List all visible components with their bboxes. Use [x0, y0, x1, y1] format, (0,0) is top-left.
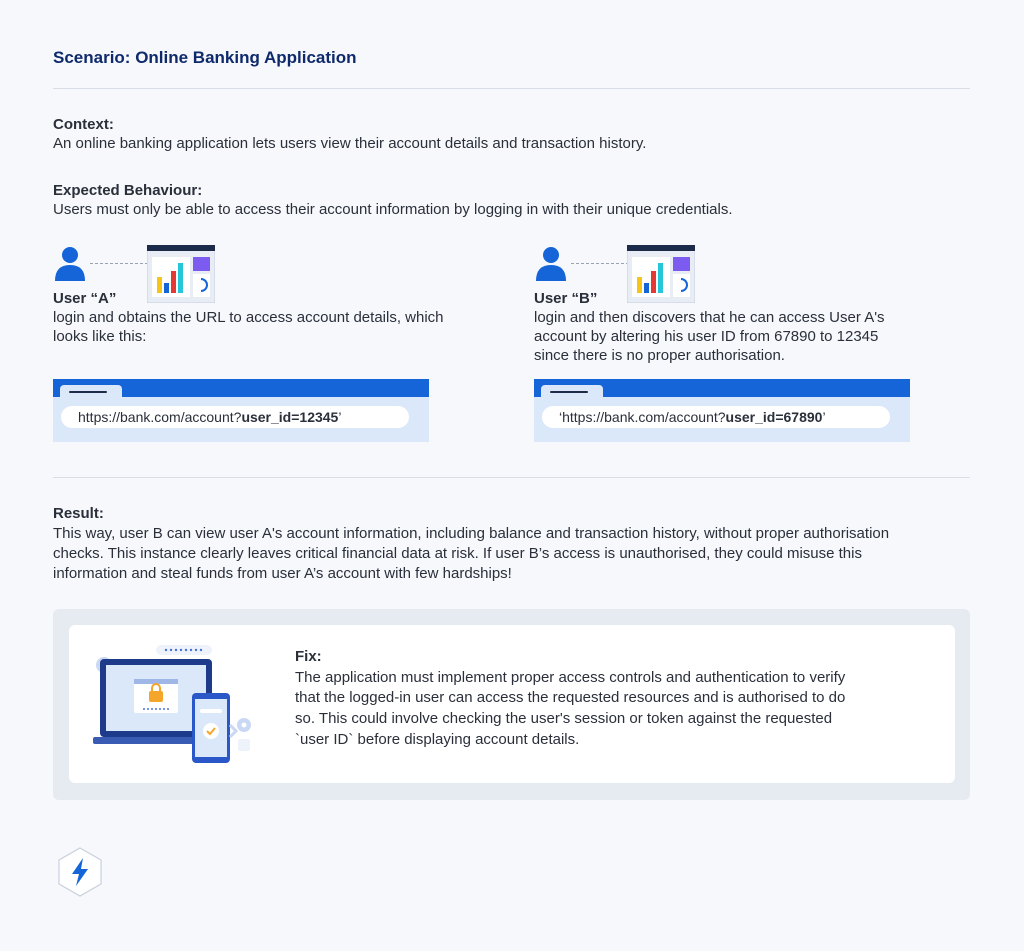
result-line-1: This way, user B can view user A's account information, including balance and transaction history, without proper authorisation [53, 525, 890, 542]
expected-text: Users must only be able to access their account information by logging in with their unique credentials. [53, 201, 733, 218]
browser-tab [60, 385, 122, 399]
divider [53, 477, 970, 478]
fix-label: Fix: [295, 648, 322, 665]
fix-line-1: The application must implement proper access controls and authentication to verify [295, 669, 846, 686]
dashboard-chart-icon [147, 245, 215, 303]
user-b-line-2: account by altering his user ID from 67890 to 12345 [534, 328, 879, 345]
result-line-2: checks. This instance clearly leaves critical financial data at risk. If user B’s access is unauthorised, they could misuse this [53, 545, 862, 562]
url-field-a[interactable] [61, 406, 409, 428]
user-b-line-1: login and then discovers that he can access User A's [534, 309, 885, 326]
url-param: user_id=12345 [241, 409, 339, 425]
browser-window-b [534, 379, 910, 442]
url-field-b[interactable] [542, 406, 890, 428]
browser-window-a [53, 379, 429, 442]
user-a-icon [53, 245, 87, 281]
laptop-phone-lock-illustration [90, 643, 260, 765]
fix-line-2: that the logged-in user can access the requested resources and is authorised to do [295, 689, 846, 706]
url-prefix: ‘https://bank.com/account? [559, 409, 726, 425]
connector-line [90, 263, 148, 264]
url-param: user_id=67890 [725, 409, 823, 425]
fix-line-4: `user ID` before displaying account details. [295, 731, 580, 748]
browser-tab [541, 385, 603, 399]
url-suffix: ’ [822, 409, 826, 425]
context-label: Context: [53, 116, 114, 133]
page-title: Scenario: Online Banking Application [53, 48, 357, 67]
user-b-line-3: since there is no proper authorisation. [534, 347, 785, 364]
result-line-3: information and steal funds from user A’s account with few hardships! [53, 565, 512, 582]
context-text: An online banking application lets users view their account details and transaction history. [53, 135, 647, 152]
user-b-icon [534, 245, 568, 281]
fix-line-3: so. This could involve checking the user's session or token against the requested [295, 710, 833, 727]
dashboard-chart-icon [627, 245, 695, 303]
url-suffix: ’ [338, 409, 342, 425]
divider [53, 88, 970, 89]
user-b-label: User “B” [534, 290, 598, 307]
expected-label: Expected Behaviour: [53, 182, 203, 199]
connector-line [571, 263, 629, 264]
url-prefix: https://bank.com/account? [78, 409, 242, 425]
user-a-line-2: looks like this: [53, 328, 147, 345]
bolt-hexagon-logo [56, 846, 104, 898]
result-label: Result: [53, 505, 104, 522]
user-a-label: User “A” [53, 290, 117, 307]
user-a-line-1: login and obtains the URL to access account details, which [53, 309, 444, 326]
